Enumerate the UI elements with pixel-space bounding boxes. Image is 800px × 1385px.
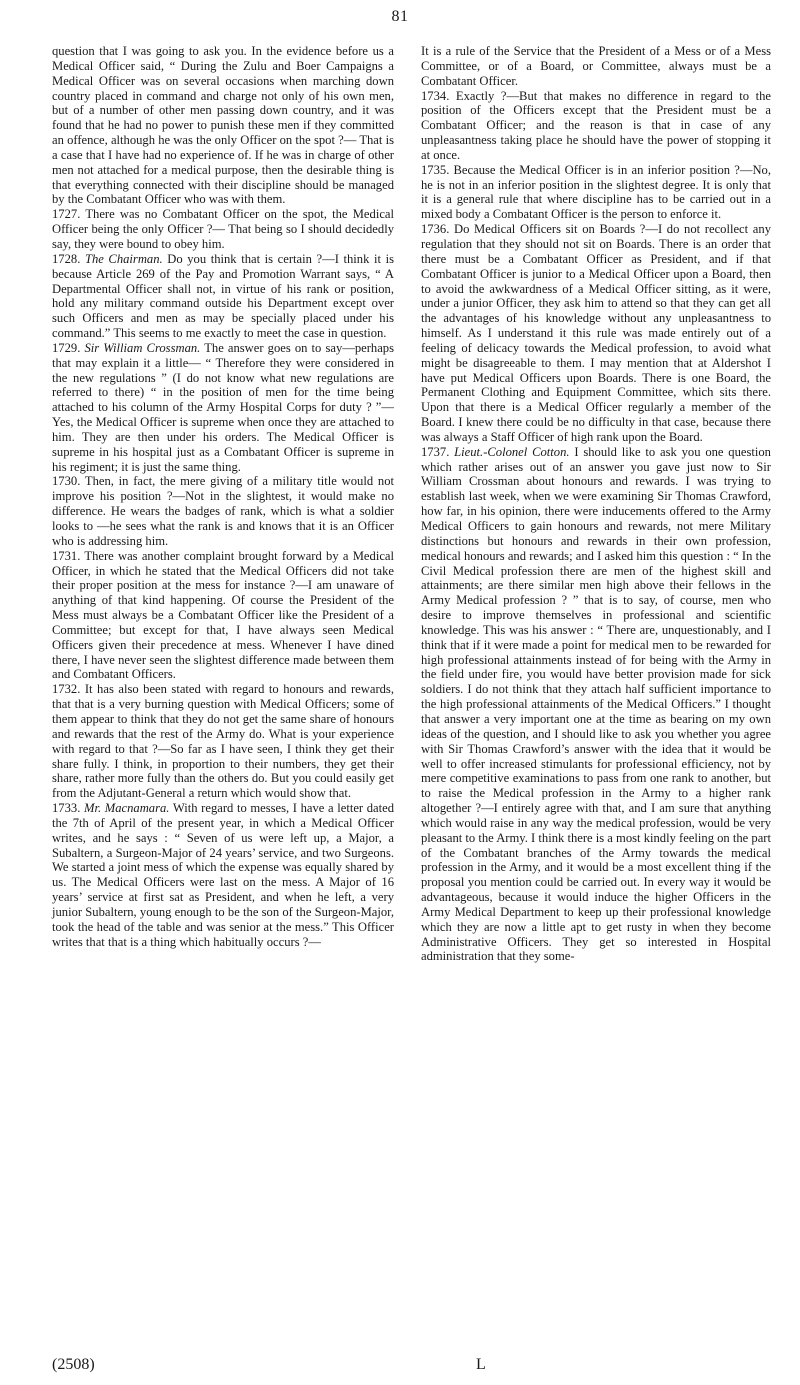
speaker: Mr. Macnamara. [83,801,170,816]
paragraph [421,89,771,163]
paragraph [421,445,771,965]
speaker: The Chairman. [84,251,163,266]
paragraph [52,341,394,475]
question-number: 1728. [52,251,81,266]
question-number: 1734. [421,88,450,103]
left-column [52,44,394,949]
question-number: 1727. [52,207,81,222]
question-number: 1729. [52,340,81,355]
question-number: 1731. [52,548,81,563]
speaker: Sir William Crossman. [84,340,201,355]
paragraph [52,252,394,341]
signature-mark: L [476,1356,486,1373]
question-number: 1733. [52,801,81,816]
question-number: 1732. [52,682,81,697]
paragraph-text: There was another complaint brought forward by a Medical Officer, in which he stated that the Medical Officers did not take their proper position at the mess for instance ?—I am unaware of anything of that kind happening. Of course the President of the Mess must always be a Combatant Officer like the President of a Committee; but except for that, I have always seen Medical Officers given their precedence at mess. Whenever I have dined there, I have never seen the slightest difference made between them and Combatant Officers. [52,548,394,682]
question-number: 1736. [421,222,450,237]
paragraph-text: Do Medical Officers sit on Boards ?—I do not recollect any regulation that they should not sit on Boards. There is an order that there must be a Combatant Officer as President, and if that Combatant Officer is junior to a Medical Officer upon a Board, then to avoid the awkwardness of a Medical Officer sitting, as it were, under a junior Officer, they ask him to attend so that they can get all the advantages of his knowledge without any unpleasantness to himself. As I understand it this rule was made entirely out of a feeling of delicacy towards the Medical profession, to avoid what might be disagreeable to them. I may mention that at Aldershot I have put Medical Officers upon Boards. There is one Board, the Permanent Clothing and Equipment Committee, which sits there. Upon that there is a Medical Officer regularly a member of the Board. I knew there could be no difficulty in that case, because there was always a Staff Officer of high rank upon the Board. [421,222,771,444]
print-code: (2508) [52,1356,95,1373]
paragraph-text: It is a rule of the Service that the President of a Mess or of a Mess Committee, or of a Board, or Committee, always must be a Combatant Officer. [421,44,771,88]
speaker: Lieut.-Colonel Cotton. [454,444,570,459]
page-number: 81 [391,8,409,25]
paragraph-text: With regard to messes, I have a letter dated the 7th of April of the present year, in which a Medical Officer writes, and he says : “ Seven of us were left up, a Major, a Subaltern, a Surgeon-Major of 24 years’ service, and two Surgeons. We started a joint mess of which the expense was equally shared by us. The Medical Officers were last on the mess. A Major of 16 years’ service at first sat as President, and when he left, a very junior Subaltern, young enough to be the son of the Surgeon-Major, took the head of the table and was senior at the mess.” This Officer writes that that is a thing which habitually occurs ?— [52,801,394,949]
right-column [421,44,771,964]
paragraph [421,222,771,445]
paragraph [52,44,394,207]
paragraph-text: I should like to ask you one question which rather arises out of an answer you gave just now to Sir William Crossman about honours and rewards. I was trying to establish last week, when we were examining Sir Thomas Crawford, how far, in his opinion, there were inducements offered to the Army Medical Officers to gain honours and rewards, not mere Military distinctions but honours and rewards in their own profession, medical honours and rewards; and I asked him this question : “ In the Civil Medical profession there are men of the highest skill and attainments; are there similar men high above their fellows in the Army Medical profession ? ” that is to say, of course, men who desire to improve themselves in professional and scientific knowledge. This was his answer : “ There are, unquestionably, and I think that if it were made a point for medical men to be rewarded for high professional attainments instead of for being with the Army in the field under fire, you would have better provision made for sick soldiers. I do not think that they attach half sufficient importance to the high professional attainments of the Medical Officers.” I thought that answer a very important one at the time as bearing on my own ideas of the question, and I should like to ask you whether you agree with Sir Thomas Crawford’s answer with the idea that it would be well to offer increased stimulants for professional efficiency, not by mere competitive examinations to pass from one rank to another, but to raise the Medical profession in the Army to a higher rank altogether ?—I entirely agree with that, and I am sure that anything which would raise in any way the medical profession, would be very pleasant to the Army. I think there is a most kindly feeling on the part of the Combatant branches of the Army towards the medical profession in the Army, and it would be a most excellent thing if the proposal you mention could be carried out. In every way it would be advantageous, because it would induce the higher Officers in the Army Medical Department to keep up their professional knowledge which they are now a little apt to get rusty in when they become Administrative Officers. They get so interested in Hospital administration that they some- [421,444,771,964]
paragraph [52,801,394,949]
paragraph [52,682,394,801]
paragraph-text: There was no Combatant Officer on the spot, the Medical Officer being the only Officer ?— That being so I should decidedly say, they were bound to obey him. [52,207,394,251]
question-number: 1735. [421,162,450,177]
question-number: 1737. [421,444,450,459]
paragraph [52,474,394,548]
paragraph [421,44,771,89]
paragraph-text: Then, in fact, the mere giving of a military title would not improve his position ?—Not in the slightest, it would make no difference. He wears the badges of rank, which is what a soldier looks to —he sees what the rank is and knows that it is an Officer who is addressing him. [52,474,394,548]
paragraph-text: Do you think that is certain ?—I think it is because Article 269 of the Pay and Promotion Warrant says, “ A Departmental Officer shall not, in virtue of his rank or position, hold any military command outside his Department except over such Officers and men as may be specially placed under his command.” This seems to me exactly to meet the case in question. [52,251,394,341]
paragraph-text: Exactly ?—But that makes no difference in regard to the position of the Officers except that the President must be a Combatant Officer; and the reason is that in case of any unpleasantness taking place he should have the power of stopping it at once. [421,88,771,162]
question-number: 1730. [52,474,81,489]
paragraph [52,549,394,683]
paragraph-text: It has also been stated with regard to honours and rewards, that that is a very burning question with Medical Officers; some of them appear to think that they do not get the same share of honours and rewards that the rest of the Army do. What is your experience with regard to that ?—So far as I have seen, I think they get their share fully. I think, in proportion to their numbers, they get their share, rather more fully than the others do. But you could easily get from the Adjutant-General a return which would show that. [52,682,394,801]
paragraph [421,163,771,222]
paragraph-text: Because the Medical Officer is in an inferior position ?—No, he is not in an inferior position in the slightest degree. It is only that it is a general rule that where discipline has to be carried out in a mixed body a Combatant Officer is the person to enforce it. [421,162,771,222]
paragraph [52,207,394,252]
paragraph-text: question that I was going to ask you. In the evidence before us a Medical Officer said, “ During the Zulu and Boer Campaigns a Medical Officer was on several occasions when marching down country placed in command and charge not only of his own men, but of a number of other men passing down country, and it was found that he had no power to punish these men if they committed an offence, although he was the only Officer on the spot ?— That is a case that I have had no experience of. If he was in charge of other men not attached for a medical purpose, then the desirable thing is that everything connected with their discipline should be managed by the Combatant Officer who was with them. [52,44,394,207]
paragraph-text: The answer goes on to say—perhaps that may explain it a little— “ Therefore they were considered in the new regulations ” (I do not know what new regulations are referred to there) “ in the position of men for the time being attached to his column of the Army Hospital Corps for duty ? ”—Yes, the Medical Officer is supreme when once they are attached to him. They are then under his orders. The Medical Officer is supreme in his hospital just as a Combatant Officer is supreme in his regiment; it is just the same thing. [52,340,394,474]
